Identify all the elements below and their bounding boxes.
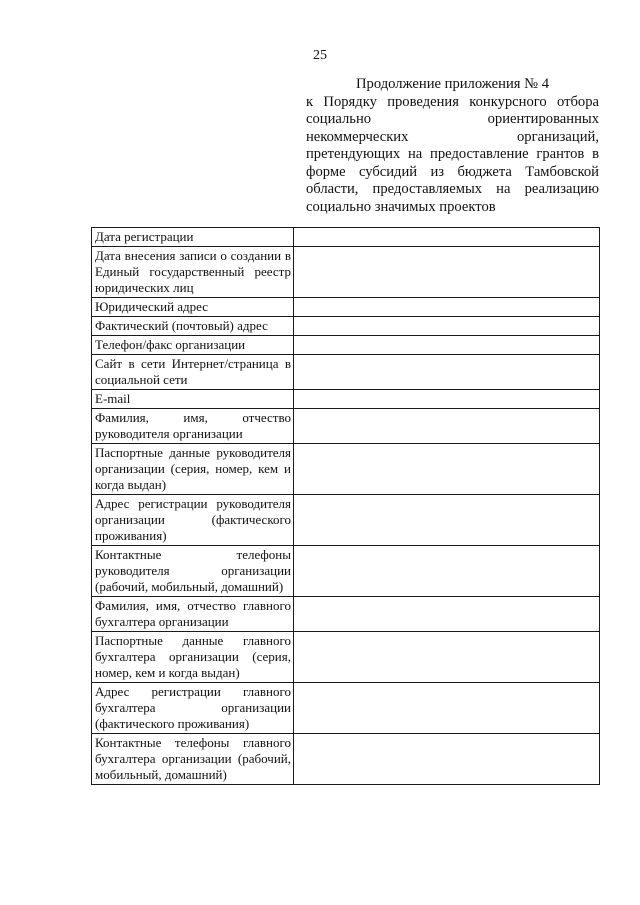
- row-value-phone-fax[interactable]: [294, 336, 600, 355]
- table-row: [92, 683, 600, 734]
- row-value-director-address[interactable]: [294, 495, 600, 546]
- table-row: [92, 546, 600, 597]
- row-value-legal-address[interactable]: [294, 298, 600, 317]
- table-row: [92, 317, 600, 336]
- table-row: [92, 597, 600, 632]
- row-value-director-name[interactable]: [294, 409, 600, 444]
- table-row: [92, 247, 600, 298]
- row-label-accountant-phones: Контактные телефоны главного бухгалтера организации (рабочий, мобильный, домашний): [92, 734, 294, 785]
- table-row: [92, 495, 600, 546]
- row-label-director-passport: Паспортные данные руководителя организации (серия, номер, кем и когда выдан): [92, 444, 294, 495]
- row-value-director-phones[interactable]: [294, 546, 600, 597]
- row-label-director-phones: Контактные телефоны руководителя организации (рабочий, мобильный, домашний): [92, 546, 294, 597]
- row-value-director-passport[interactable]: [294, 444, 600, 495]
- row-label-registration-date: Дата регистрации: [92, 228, 294, 247]
- table-row: [92, 734, 600, 785]
- row-label-postal-address: Фактический (почтовый) адрес: [92, 317, 294, 336]
- row-value-email[interactable]: [294, 390, 600, 409]
- row-value-registration-date[interactable]: [294, 228, 600, 247]
- row-value-accountant-phones[interactable]: [294, 734, 600, 785]
- organization-info-table: [91, 227, 600, 785]
- row-label-accountant-passport: Паспортные данные главного бухгалтера организации (серия, номер, кем и когда выдан): [92, 632, 294, 683]
- row-value-accountant-name[interactable]: [294, 597, 600, 632]
- table-row: [92, 298, 600, 317]
- row-value-website[interactable]: [294, 355, 600, 390]
- page-number: 25: [313, 48, 327, 63]
- table-row: [92, 444, 600, 495]
- row-label-phone-fax: Телефон/факс организации: [92, 336, 294, 355]
- appendix-heading-line: к Порядку проведения конкурсного отбора: [306, 93, 599, 110]
- table-row: [92, 409, 600, 444]
- appendix-heading-line: претендующих на предоставление грантов в: [306, 146, 599, 162]
- row-label-email: E-mail: [92, 390, 294, 409]
- row-label-website: Сайт в сети Интернет/страница в социальной сети: [92, 355, 294, 390]
- table-row: [92, 355, 600, 390]
- table-row: [92, 632, 600, 683]
- row-label-director-address: Адрес регистрации руководителя организации (фактического проживания): [92, 495, 294, 546]
- row-label-director-name: Фамилия, имя, отчество руководителя организации: [92, 409, 294, 444]
- appendix-heading-line: социально значимых проектов: [306, 198, 496, 215]
- table-row: [92, 228, 600, 247]
- table-row: [92, 336, 600, 355]
- appendix-heading-line: области, предоставляемых на реализацию: [306, 181, 599, 197]
- row-value-postal-address[interactable]: [294, 317, 600, 336]
- appendix-heading-line: социально ориентированных: [306, 111, 599, 127]
- row-value-accountant-passport[interactable]: [294, 632, 600, 683]
- row-label-accountant-name: Фамилия, имя, отчество главного бухгалтера организации: [92, 597, 294, 632]
- appendix-heading-line: некоммерческих организаций,: [306, 128, 599, 145]
- row-value-accountant-address[interactable]: [294, 683, 600, 734]
- appendix-heading: [306, 76, 599, 216]
- appendix-heading-line: форме субсидий из бюджета Тамбовской: [306, 163, 599, 180]
- table-row: [92, 390, 600, 409]
- row-label-egrul-entry-date: Дата внесения записи о создании в Единый государственный реестр юридических лиц: [92, 247, 294, 298]
- row-label-legal-address: Юридический адрес: [92, 298, 294, 317]
- row-label-accountant-address: Адрес регистрации главного бухгалтера организации (фактического проживания): [92, 683, 294, 734]
- row-value-egrul-entry-date[interactable]: [294, 247, 600, 298]
- appendix-title: Продолжение приложения № 4: [356, 76, 549, 92]
